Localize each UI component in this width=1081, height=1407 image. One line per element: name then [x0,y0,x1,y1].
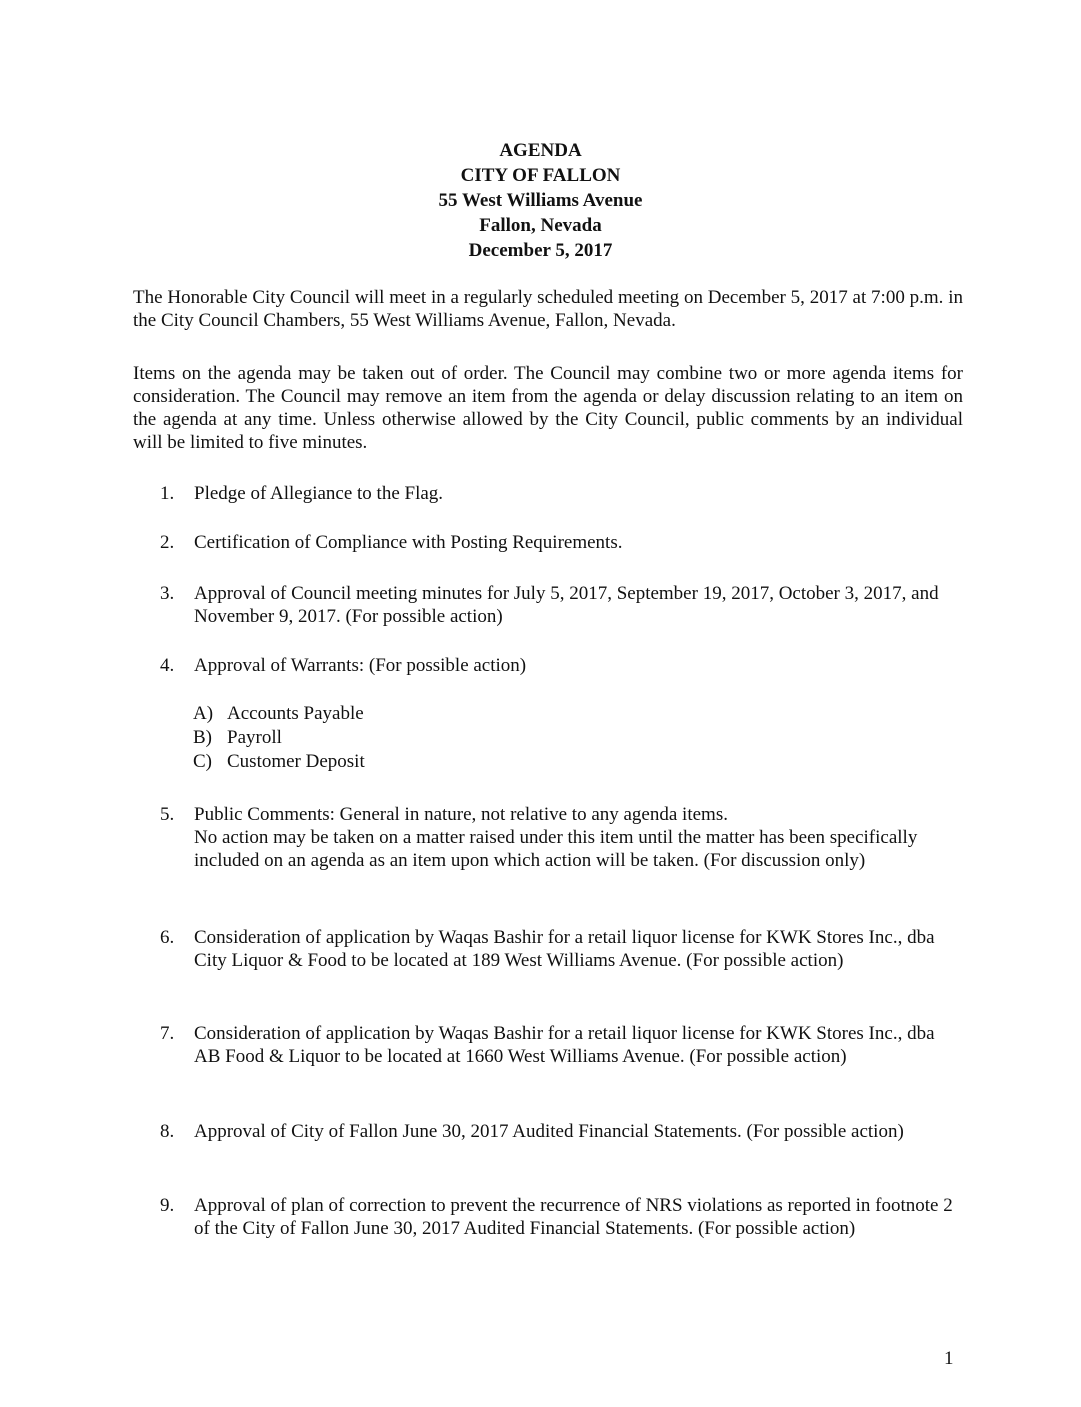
item-number: 3. [160,583,175,604]
item-text: Consideration of application by Waqas Bashir for a retail liquor license for KWK Stores Inc., dba City Liquor & Food to be located at 189 West Williams Avenue. (For possible action) [194,927,935,971]
item-number: 7. [160,1023,175,1044]
header-city: CITY OF FALLON [460,165,621,186]
item-text: Approval of Warrants: (For possible action) [194,655,527,676]
item-text: Consideration of application by Waqas Bashir for a retail liquor license for KWK Stores Inc., dba AB Food & Liquor to be located at 1660 West Williams Avenue. (For possible action) [194,1023,935,1067]
agenda-item [160,1194,960,1240]
header-location: Fallon, Nevada [479,215,602,236]
item-number: 4. [160,655,175,676]
header-title: AGENDA [499,140,582,161]
item-number: 2. [160,532,175,553]
item-number: 6. [160,927,175,948]
agenda-item [160,654,960,677]
subitem-letter: B) [193,727,212,748]
item-number: 8. [160,1121,175,1142]
header-date: December 5, 2017 [468,240,613,261]
intro-paragraph: The Honorable City Council will meet in a regularly scheduled meeting on December 5, 2017 at 7:00 p.m. in the City Council Chambers, 55 West Williams Avenue, Fallon, Nevada. [133,287,963,331]
item-text: Pledge of Allegiance to the Flag. [194,483,444,504]
item-number: 5. [160,804,175,825]
agenda-item [160,803,960,872]
notice-paragraph: Items on the agenda may be taken out of order. The Council may combine two or more agenda items for consideration. The Council may remove an item from the agenda or delay discussion relating to an item on the agenda at any time. Unless otherwise allowed by the City Council, public comments by an individual will be limited to five minutes. [133,363,963,453]
header-address: 55 West Williams Avenue [438,190,643,211]
page-number: 1 [944,1348,954,1369]
agenda-header [0,138,1081,263]
item-text: Approval of Council meeting minutes for July 5, 2017, September 19, 2017, October 3, 2017, and November 9, 2017. (For possible action) [194,583,939,627]
subitem-text: Payroll [227,727,282,748]
agenda-item [160,926,960,972]
warrant-subitem [193,750,365,774]
agenda-item [160,531,960,554]
item-subtext: No action may be taken on a matter raised under this item until the matter has been specifically included on an agenda as an item upon which action will be taken. (For discussion only) [194,827,918,871]
warrant-subitem [193,726,282,750]
agenda-item [160,1022,960,1068]
subitem-letter: A) [193,703,214,724]
agenda-item [160,1120,960,1143]
item-number: 9. [160,1195,175,1216]
item-text: Approval of plan of correction to prevent the recurrence of NRS violations as reported in footnote 2 of the City of Fallon June 30, 2017 Audited Financial Statements. (For possible action) [194,1195,953,1239]
item-text: Certification of Compliance with Posting Requirements. [194,532,623,553]
agenda-item [160,582,960,628]
subitem-letter: C) [193,751,212,772]
subitem-text: Accounts Payable [227,703,364,724]
item-number: 1. [160,483,175,504]
subitem-text: Customer Deposit [227,751,365,772]
agenda-item [160,482,960,505]
warrant-subitem [193,702,364,726]
item-text: Approval of City of Fallon June 30, 2017 Audited Financial Statements. (For possible action) [194,1121,904,1142]
item-text: Public Comments: General in nature, not relative to any agenda items. [194,804,728,825]
